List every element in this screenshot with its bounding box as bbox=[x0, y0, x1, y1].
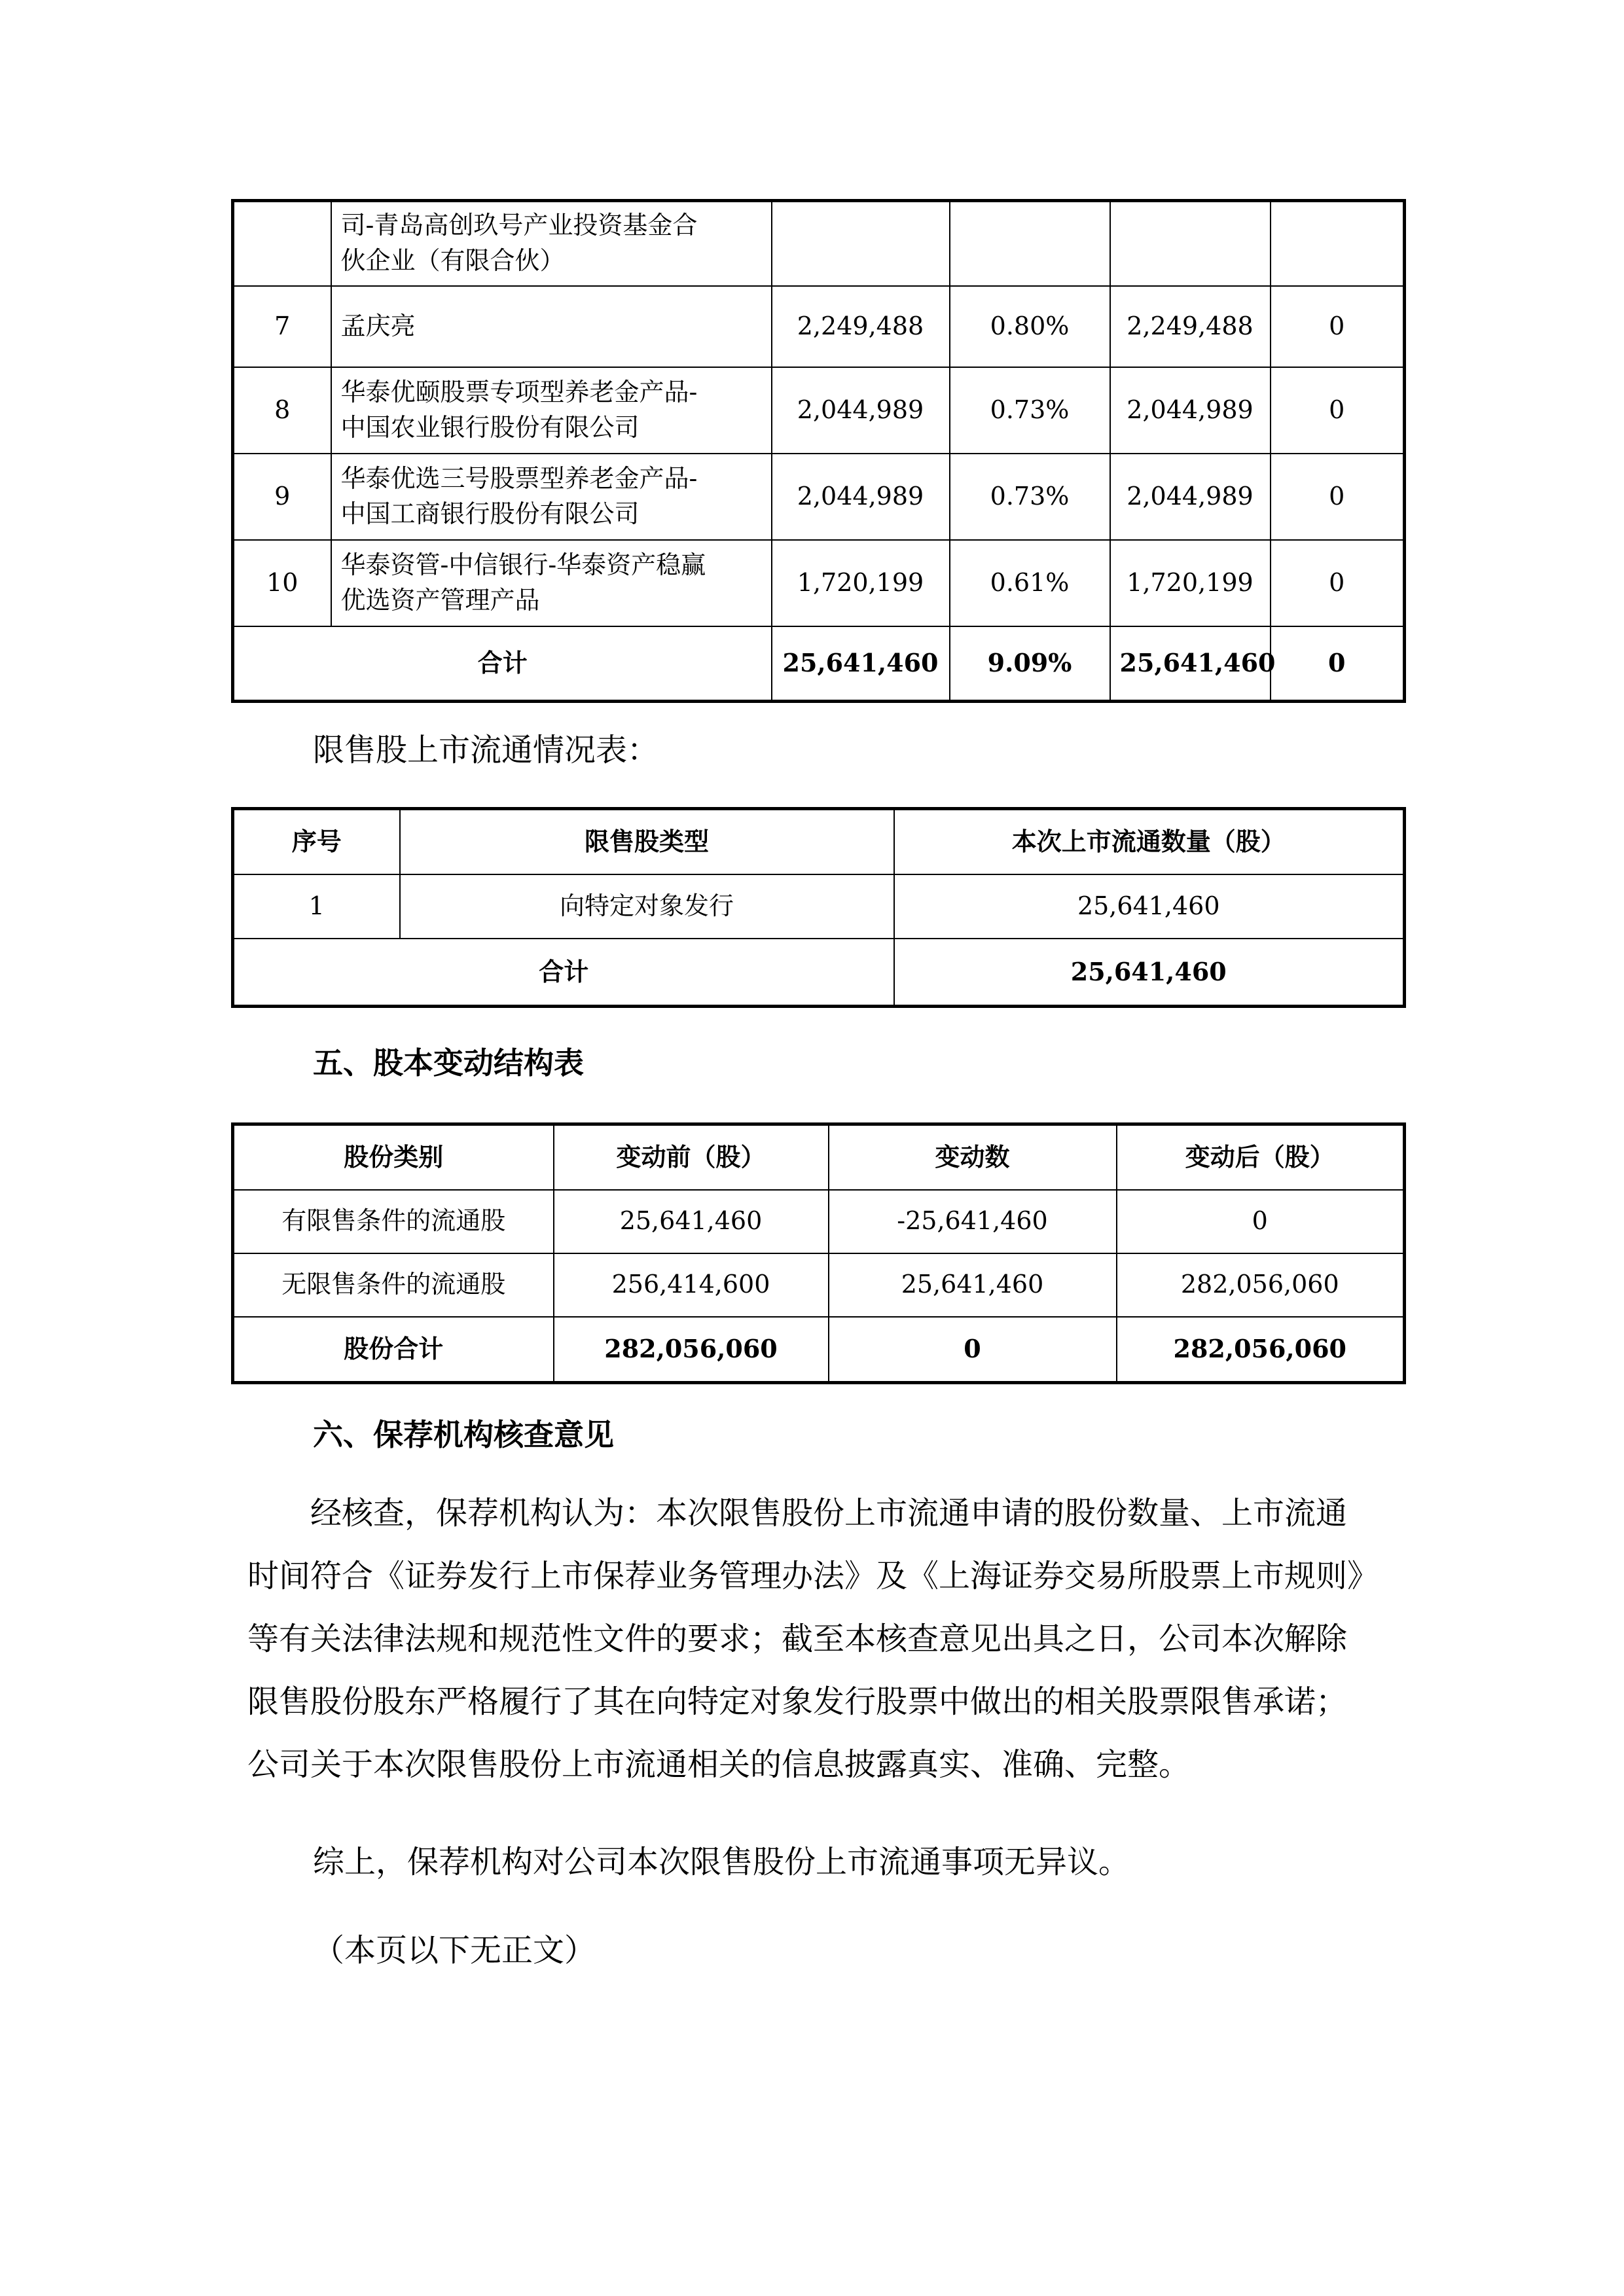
holding-ratio: 0.61% bbox=[950, 540, 1110, 626]
row-no: 7 bbox=[233, 286, 331, 367]
holder-name: 孟庆亮 bbox=[331, 286, 772, 367]
row-no bbox=[233, 201, 331, 286]
col-header: 变动后（股） bbox=[1117, 1124, 1405, 1190]
share-type: 向特定对象发行 bbox=[400, 874, 894, 939]
end-note: （本页以下无正文） bbox=[313, 1932, 596, 1969]
total-after: 282,056,060 bbox=[1117, 1317, 1405, 1383]
table2-caption: 限售股上市流通情况表： bbox=[313, 732, 659, 768]
holder-name: 司-青岛高创玖号产业投资基金合 伙企业（有限合伙） bbox=[331, 201, 772, 286]
holding-qty: 1,720,199 bbox=[772, 540, 950, 626]
change-qty: 25,641,460 bbox=[829, 1253, 1117, 1317]
table-row bbox=[233, 874, 1405, 939]
shareholder-table bbox=[231, 199, 1406, 703]
row-no: 1 bbox=[233, 874, 400, 939]
remaining-qty: 0 bbox=[1271, 540, 1405, 626]
conclusion-paragraph: 综上，保荐机构对公司本次限售股份上市流通事项无异议。 bbox=[313, 1844, 1130, 1880]
col-header: 序号 bbox=[233, 809, 400, 874]
total-change: 0 bbox=[829, 1317, 1117, 1383]
remaining-qty: 0 bbox=[1271, 286, 1405, 367]
row-no: 8 bbox=[233, 367, 331, 454]
holding-ratio: 0.73% bbox=[950, 454, 1110, 540]
remaining-qty: 0 bbox=[1271, 367, 1405, 454]
table-row bbox=[233, 367, 1405, 454]
verification-paragraph bbox=[247, 1482, 1394, 1796]
paragraph-line: 公司关于本次限售股份上市流通相关的信息披露真实、准确、完整。 bbox=[247, 1746, 1191, 1783]
change-qty: -25,641,460 bbox=[829, 1190, 1117, 1253]
holder-name: 华泰优选三号股票型养老金产品- 中国工商银行股份有限公司 bbox=[331, 454, 772, 540]
paragraph-line: 限售股份股东严格履行了其在向特定对象发行股票中做出的相关股票限售承诺； bbox=[247, 1683, 1348, 1720]
listed-qty: 1,720,199 bbox=[1110, 540, 1271, 626]
table-row bbox=[233, 540, 1405, 626]
listed-qty: 2,249,488 bbox=[1110, 286, 1271, 367]
table-header-row bbox=[233, 809, 1405, 874]
col-header: 本次上市流通数量（股） bbox=[894, 809, 1405, 874]
table-header-row bbox=[233, 1124, 1405, 1190]
row-no: 10 bbox=[233, 540, 331, 626]
total-qty: 25,641,460 bbox=[894, 939, 1405, 1007]
total-holding: 25,641,460 bbox=[772, 626, 950, 702]
holding-qty: 2,044,989 bbox=[772, 367, 950, 454]
holder-name: 华泰资管-中信银行-华泰资产稳赢 优选资产管理产品 bbox=[331, 540, 772, 626]
total-ratio: 9.09% bbox=[950, 626, 1110, 702]
listing-table bbox=[231, 807, 1406, 1008]
table-row bbox=[233, 201, 1405, 286]
total-listed: 25,641,460 bbox=[1110, 626, 1271, 702]
table-total-row bbox=[233, 939, 1405, 1007]
section-title: 五、股本变动结构表 bbox=[313, 1045, 584, 1081]
holding-ratio: 0.80% bbox=[950, 286, 1110, 367]
listed-qty: 2,044,989 bbox=[1110, 367, 1271, 454]
col-header: 变动前（股） bbox=[554, 1124, 829, 1190]
paragraph-line: 等有关法律法规和规范性文件的要求；截至本核查意见出具之日，公司本次解除 bbox=[247, 1621, 1348, 1657]
listing-qty: 25,641,460 bbox=[894, 874, 1405, 939]
table-row bbox=[233, 1190, 1405, 1253]
row-no: 9 bbox=[233, 454, 331, 540]
holding-ratio: 0.73% bbox=[950, 367, 1110, 454]
before-qty: 25,641,460 bbox=[554, 1190, 829, 1253]
after-qty: 282,056,060 bbox=[1117, 1253, 1405, 1317]
listed-qty: 2,044,989 bbox=[1110, 454, 1271, 540]
share-category: 有限售条件的流通股 bbox=[233, 1190, 554, 1253]
total-label: 合计 bbox=[233, 626, 772, 702]
total-label: 合计 bbox=[233, 939, 894, 1007]
total-remaining: 0 bbox=[1271, 626, 1405, 702]
capital-change-table bbox=[231, 1122, 1406, 1384]
table-row bbox=[233, 286, 1405, 367]
paragraph-line: 时间符合《证券发行上市保荐业务管理办法》及《上海证券交易所股票上市规则》 bbox=[247, 1558, 1379, 1594]
section-title: 六、保荐机构核查意见 bbox=[313, 1417, 614, 1452]
holding-qty: 2,044,989 bbox=[772, 454, 950, 540]
after-qty: 0 bbox=[1117, 1190, 1405, 1253]
share-category: 无限售条件的流通股 bbox=[233, 1253, 554, 1317]
holder-name: 华泰优颐股票专项型养老金产品- 中国农业银行股份有限公司 bbox=[331, 367, 772, 454]
col-header: 股份类别 bbox=[233, 1124, 554, 1190]
before-qty: 256,414,600 bbox=[554, 1253, 829, 1317]
paragraph-line: 经核查，保荐机构认为：本次限售股份上市流通申请的股份数量、上市流通 bbox=[310, 1495, 1348, 1532]
total-before: 282,056,060 bbox=[554, 1317, 829, 1383]
table-row bbox=[233, 1253, 1405, 1317]
table-total-row bbox=[233, 626, 1405, 702]
table-row bbox=[233, 454, 1405, 540]
col-header: 变动数 bbox=[829, 1124, 1117, 1190]
remaining-qty: 0 bbox=[1271, 454, 1405, 540]
holding-qty: 2,249,488 bbox=[772, 286, 950, 367]
table-total-row bbox=[233, 1317, 1405, 1383]
total-label: 股份合计 bbox=[233, 1317, 554, 1383]
col-header: 限售股类型 bbox=[400, 809, 894, 874]
